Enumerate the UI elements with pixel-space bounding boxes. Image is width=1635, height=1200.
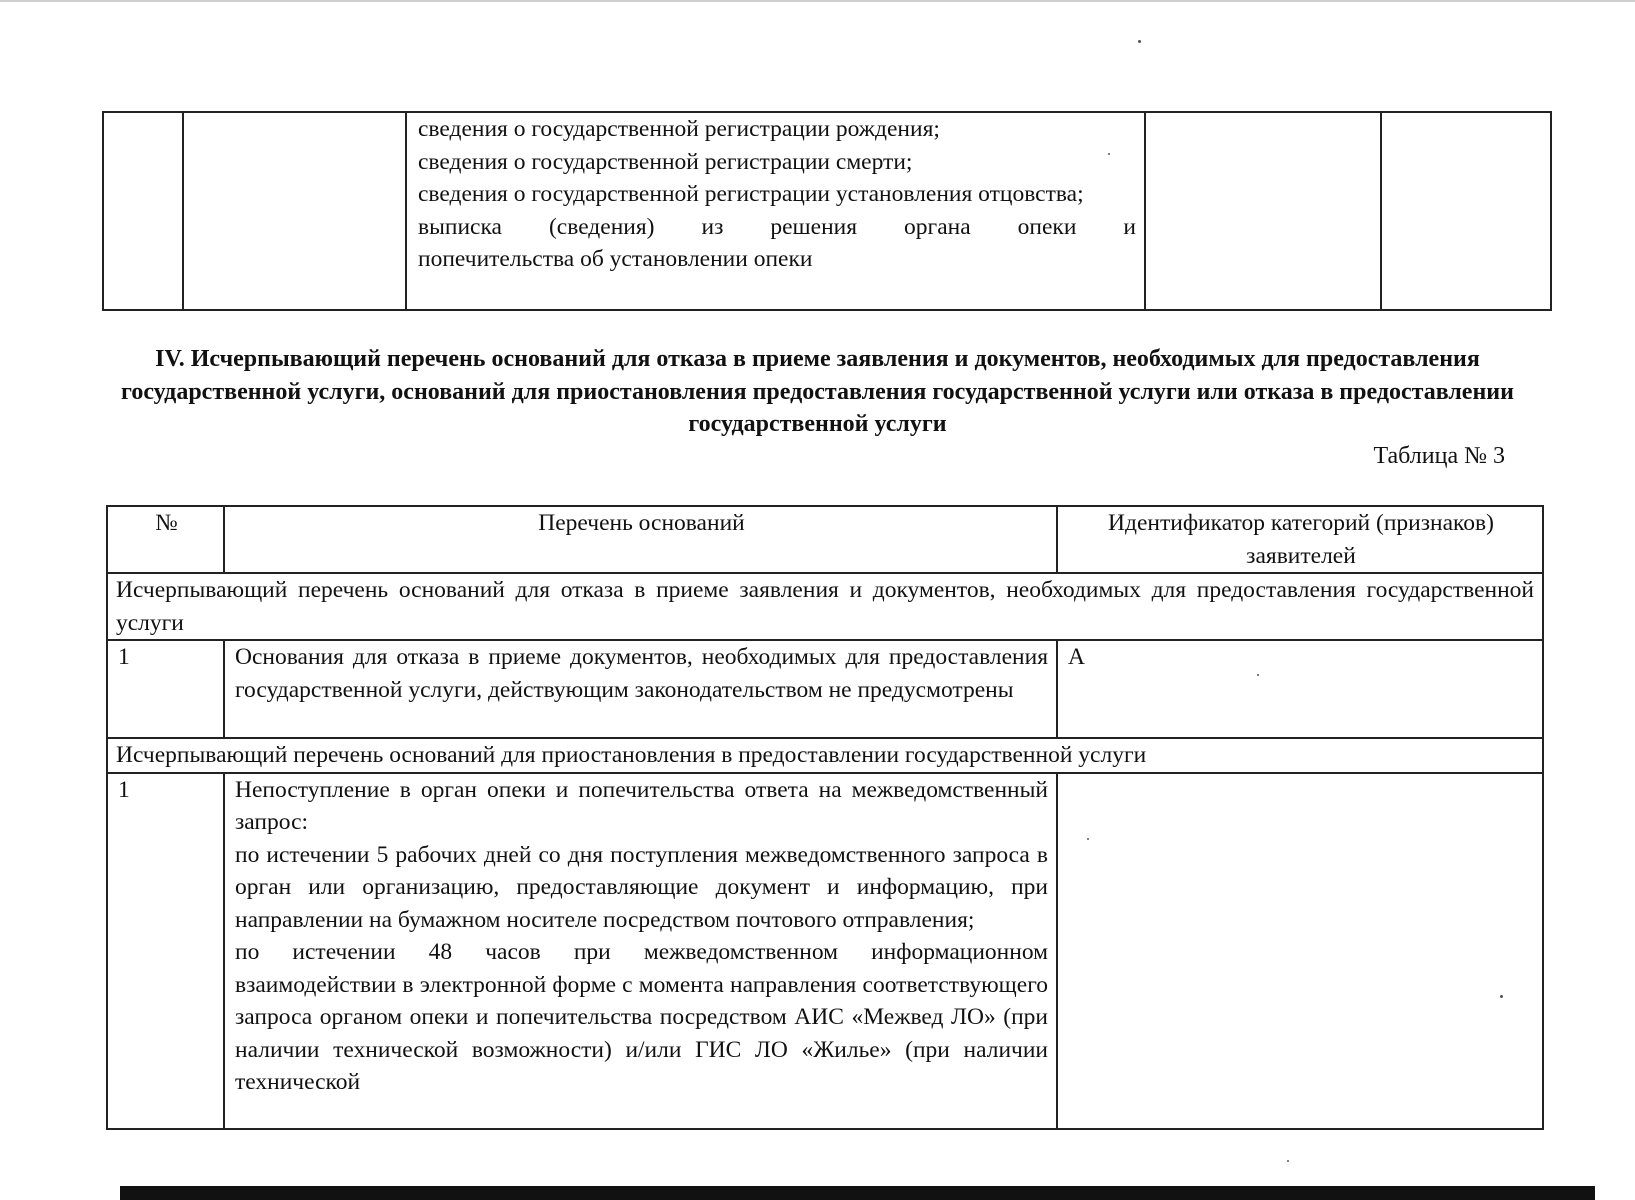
row-identifier xyxy=(1057,773,1543,1129)
group-title-row xyxy=(107,573,1543,640)
empty-cell xyxy=(183,112,406,310)
group-title-refusal: Исчерпывающий перечень оснований для отказа в приеме заявления и документов, необходимых для предоставления государственной услуги xyxy=(107,573,1543,640)
table-row xyxy=(107,640,1543,738)
list-item: сведения о государственной регистрации рождения; xyxy=(418,116,940,142)
paragraph: Непоступление в орган опеки и попечительства ответа на межведомственный запрос: xyxy=(235,776,1048,835)
row-grounds-text: Основания для отказа в приеме документов, необходимых для предоставления государственной услуги, действующим законодательством не предусмотрены xyxy=(224,640,1057,738)
continuation-table xyxy=(102,111,1552,311)
table-header-row xyxy=(107,506,1543,573)
list-item: сведения о государственной регистрации установления отцовства; xyxy=(418,181,1084,207)
list-item-line: выписка (сведения) из решения органа опеки и xyxy=(418,213,1136,240)
header-grounds: Перечень оснований xyxy=(224,506,1057,573)
list-item: сведения о государственной регистрации смерти; xyxy=(418,148,913,175)
table-row xyxy=(103,112,1551,310)
scan-top-edge xyxy=(0,0,1635,2)
scan-bottom-edge xyxy=(0,1186,1635,1200)
group-title-suspension: Исчерпывающий перечень оснований для приостановления в предоставлении государственной услуги xyxy=(107,738,1543,773)
empty-cell xyxy=(1381,112,1551,310)
scan-speck xyxy=(1138,40,1141,43)
list-item-line: попечительства об установлении опеки xyxy=(418,246,813,272)
group-title-row xyxy=(107,738,1543,773)
grounds-table xyxy=(106,505,1544,1130)
paragraph: по истечении 48 часов при межведомственном информационном взаимодействии в электронной форме с момента направления соответствующего запроса органом опеки и попечительства посредством АИС «Межвед ЛО» (при наличии технической возможности) и/или ГИС ЛО «Жилье» (при наличии технической xyxy=(235,939,1048,1095)
table-caption: Таблица № 3 xyxy=(1373,443,1505,469)
table-row xyxy=(107,773,1543,1129)
row-grounds-text xyxy=(224,773,1057,1129)
empty-cell xyxy=(103,112,183,310)
row-identifier: А xyxy=(1057,640,1543,738)
scan-speck xyxy=(1287,1160,1289,1162)
paragraph: по истечении 5 рабочих дней со дня поступления межведомственного запроса в орган или организацию, предоставляющие документ и информацию, при направлении на бумажном носителе посредством почтового отправления; xyxy=(235,841,1048,933)
section-heading: IV. Исчерпывающий перечень оснований для отказа в приеме заявления и документов, необходимых для предоставления государственной услуги, оснований для приостановления предоставления государственной услуги или отказа в предоставлении государственной услуги xyxy=(121,346,1514,437)
header-identifier: Идентификатор категорий (признаков) заявителей xyxy=(1057,506,1543,573)
header-number: № xyxy=(107,506,224,573)
row-number: 1 xyxy=(107,773,224,1129)
documents-list-cell xyxy=(406,112,1145,310)
empty-cell xyxy=(1145,112,1381,310)
row-number: 1 xyxy=(107,640,224,738)
